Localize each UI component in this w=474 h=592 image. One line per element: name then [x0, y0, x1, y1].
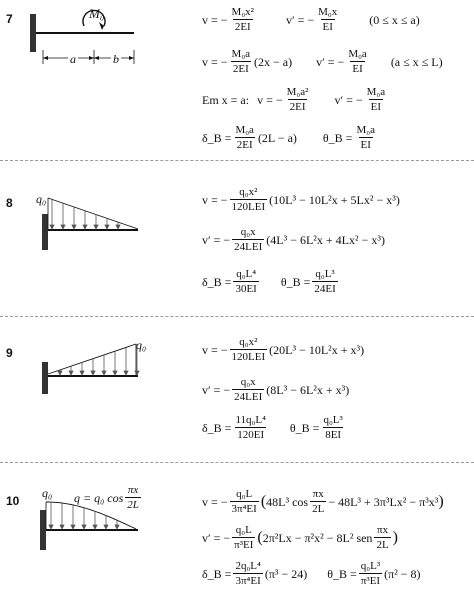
- equation-tip-deflection-rotation: δ_B = $\frac{\text{M₀a}}{2EI}$ (2L − a) θ_B = $\frac{\text{M₀a}}{EI}$: [202, 124, 375, 151]
- section-divider: [0, 160, 474, 161]
- cantilever-moment-diagram: [26, 6, 146, 68]
- equation-slope: v′ = − $\frac{\text{q₀x}}{\text{24LEI}}$ (4L³ − 6L²x + 4Lx² − x³): [202, 226, 385, 253]
- load-arrow-head: [93, 525, 97, 529]
- case-number: 9: [6, 346, 13, 360]
- equation-deflection: v = − $\frac{\text{q₀L}}{\text{3π⁴EI}}$ ( 48L³ cos $\frac{\pi x}{2L}$ − 48L³ + 3π³Lx² − π³x³ ): [202, 488, 444, 515]
- dim-b-label: b: [113, 52, 119, 66]
- load-arrow-head: [124, 371, 128, 375]
- triangular-load-diagram: [26, 190, 146, 252]
- load-arrow-head: [102, 371, 106, 375]
- load-arrow-head: [61, 225, 65, 229]
- load-arrow-head: [80, 371, 84, 375]
- equation-deflection: v = − $\frac{\text{q₀x²}}{\text{120LEI}}$ (20L³ − 10L²x + x³): [202, 336, 365, 363]
- load-arrow-head: [104, 525, 108, 529]
- triangular-load-diagram: [26, 340, 146, 396]
- load-arrow-head: [116, 225, 120, 229]
- equation-tip-deflection-rotation: δ_B = $\frac{\text{q₀L⁴}}{30EI}$ θ_B = $\frac{\text{q₀L³}}{24EI}$: [202, 268, 336, 295]
- load-arrow-head: [72, 225, 76, 229]
- case-number: 7: [6, 12, 13, 26]
- load-arrow-head: [113, 371, 117, 375]
- load-label: q₀: [42, 486, 53, 500]
- section-divider: [0, 316, 474, 317]
- load-arrow-head: [69, 371, 73, 375]
- dim-a-label: a: [70, 52, 76, 66]
- equation-at-x-equals-a: Em x = a: v = − $\frac{\text{M₀a²}}{2EI}$ v′ = − $\frac{\text{M₀a}}{EI}$: [202, 86, 386, 113]
- section-divider: [0, 462, 474, 463]
- case-number: 8: [6, 196, 13, 210]
- case-number: 10: [6, 494, 20, 508]
- equation-deflection: v = − $\frac{\text{q₀x²}}{\text{120LEI}}$ (10L³ − 10L²x + 5Lx² − x³): [202, 186, 400, 213]
- load-arrow-head: [94, 225, 98, 229]
- cosine-load-diagram: [26, 498, 146, 558]
- load-arrow-head: [115, 525, 119, 529]
- load-arrow-head: [82, 525, 86, 529]
- load-arrow-head: [60, 525, 64, 529]
- load-label: q₀: [36, 192, 47, 206]
- equation-slope: v′ = − $\frac{\text{q₀x}}{\text{24LEI}}$ (8L³ − 6L²x + x³): [202, 376, 350, 403]
- equation-deflection-segment-2: v = − $\frac{\text{M₀a}}{2EI}$ (2x − a) v′ = − $\frac{\text{M₀a}}{EI}$ (a ≤ x ≤ L): [202, 48, 443, 75]
- load-arrow-head: [91, 371, 95, 375]
- equation-tip-deflection-rotation: δ_B = $\frac{\text{11q₀L⁴}}{120EI}$ θ_B = $\frac{\text{q₀L³}}{8EI}$: [202, 414, 343, 441]
- moment-label: M₀: [89, 6, 105, 21]
- load-arrow-head: [49, 525, 53, 529]
- load-arrow-head: [50, 225, 54, 229]
- load-arrow-head: [83, 225, 87, 229]
- load-formula: q = q₀ cos $\frac{\pi x}{2L}$: [74, 484, 139, 511]
- load-arrow-head: [105, 225, 109, 229]
- load-label: q₀: [136, 338, 147, 352]
- equation-deflection-segment-1: v = − $\frac{\text{M₀x²}}{2EI}$ v′ = − $\frac{\text{M₀x}}{EI}$ (0 ≤ x ≤ a): [202, 6, 420, 33]
- load-arrow-head: [71, 525, 75, 529]
- equation-slope: v′ = − $\frac{\text{q₀L}}{\text{π³EI}}$ ( 2π²Lx − π²x² − 8L² sen $\frac{\pi x}{2L}$ ): [202, 524, 398, 551]
- equation-tip-deflection-rotation: δ_B = $\frac{\text{2q₀L⁴}}{\text{3π⁴EI}}$ (π³ − 24) θ_B = $\frac{\text{q₀L³}}{\text{π³EI}}$ (π² − 8): [202, 560, 421, 587]
- load-arrow-head: [58, 371, 62, 375]
